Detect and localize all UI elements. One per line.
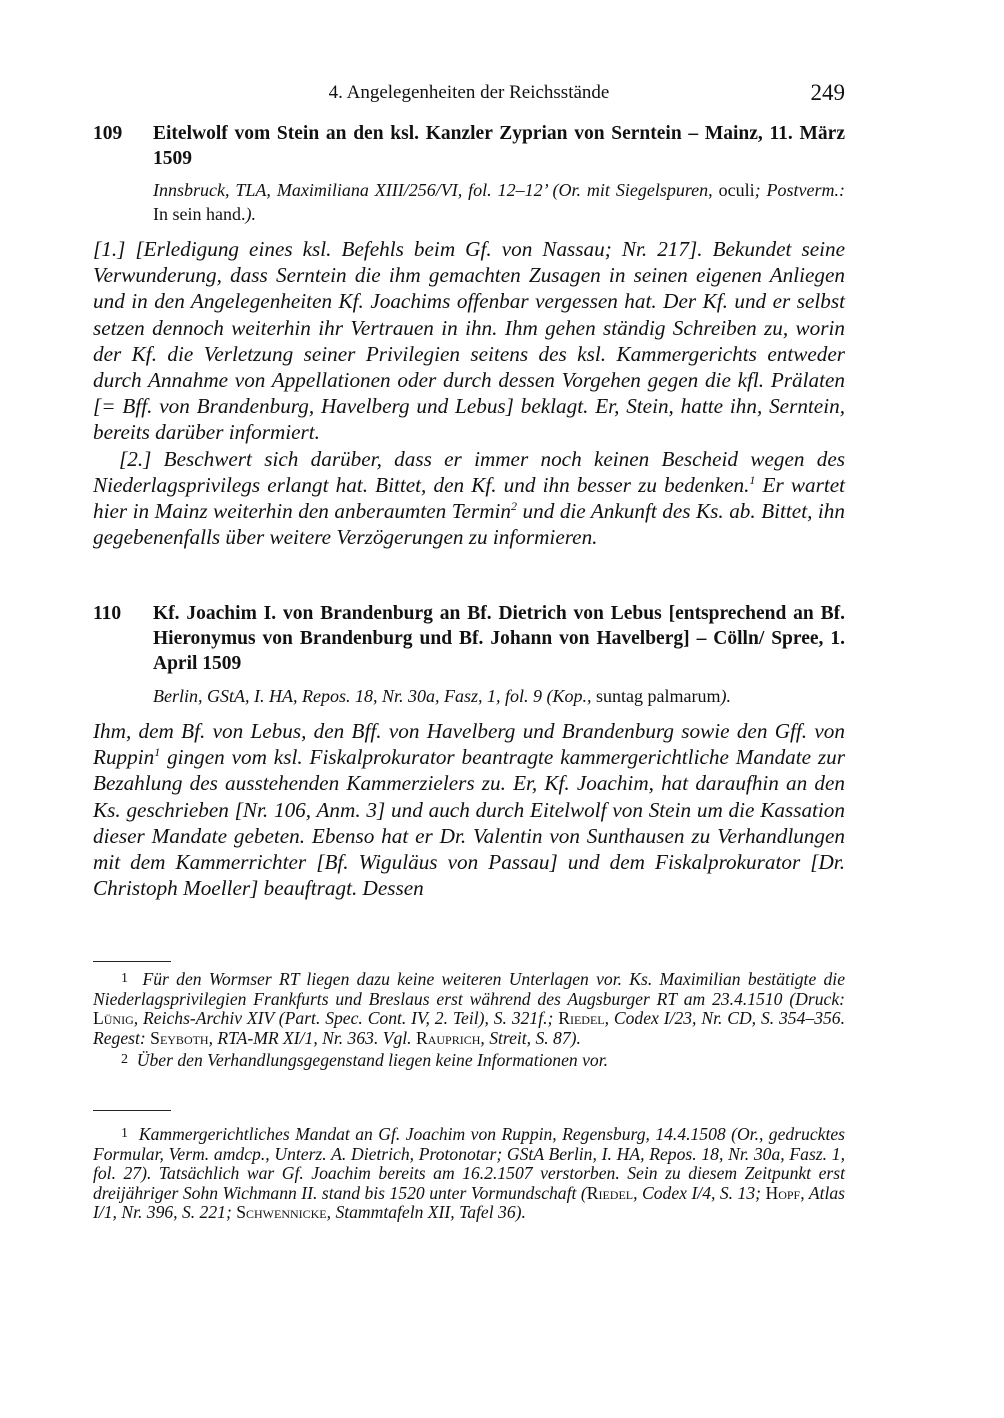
source-citation: Berlin, GStA, I. HA, Repos. 18, Nr. 30a, Fasz, 1, fol. 9 (Kop., suntag palmarum). bbox=[153, 686, 731, 706]
document-110 bbox=[93, 601, 845, 708]
footnote-1: 1 Kammergerichtliches Mandat an Gf. Joachim von Ruppin, Regensburg, 14.4.1508 (Or., gedrucktes Formular, Verm. amdcp., Unterz. A. Dietrich, Protonotar; GStA Berlin, I. HA, Repos. 18, Nr. 30a, Fasz. 1, fol. 27). Tatsächlich war Gf. Joachim bereits am 16.2.1507 verstorben. Sein zu diesem Zeitpunkt erst dreijähriger Sohn Wichmann II. stand bis 1520 unter Vormundschaft (Riedel, Codex I/4, S. 13; Hopf, Atlas I/1, Nr. 396, S. 221; Schwennicke, Stammtafeln XII, Tafel 36). bbox=[93, 1124, 846, 1223]
document-110-heading bbox=[93, 601, 845, 676]
document-number: 109 bbox=[93, 123, 123, 144]
paragraph-2: [2.] Beschwert sich darüber, dass er immer noch keinen Bescheid wegen des Niederlagsprivilegs erlangt hat. Bittet, den Kf. und ihn besser zu bedenken.$^1$ Er wartet hier in Mainz weiterhin den anberaumten Termin$^2$ und die Ankunft des Ks. ab. Bittet, ihn gegebenenfalls über weitere Verzögerungen zu informieren. bbox=[93, 446, 845, 550]
running-head bbox=[93, 80, 845, 106]
footnote-ref: 2 bbox=[511, 498, 517, 513]
paragraph-1: [1.] [Erledigung eines ksl. Befehls beim Gf. von Nassau; Nr. 217]. Bekundet seine Verwunderung, dass Serntein die ihm gemachten Zusagen in seinen eigenen Anliegen und in den Angelegenheiten Kf. Joachims offenbar vergessen hat. Der Kf. und er selbst setzen dennoch weiterhin ihr Vertrauen in ihn. Ihm gehen ständig Schreiben zu, worin der Kf. die Verletzung seiner Privilegien seitens des ksl. Kammergerichts entweder durch Annahme von Appellationen oder durch dessen Vorgehen gegen die kfl. Prälaten [= Bff. von Brandenburg, Havelberg und Lebus] beklagt. Er, Stein, hatte ihn, Serntein, bereits darüber informiert. bbox=[93, 237, 845, 445]
footnote-ref: 1 bbox=[154, 745, 161, 760]
footnote-2: 2 Über den Verhandlungsgegenstand liegen keine Informationen vor. bbox=[121, 1050, 608, 1071]
source-citation: Innsbruck, TLA, Maximiliana XIII/256/VI, fol. 12–12’ (Or. mit Siegelspuren, oculi; Postverm.: In sein hand.). bbox=[153, 180, 846, 224]
running-head-title: 4. Angelegenheiten der Reichsstände bbox=[328, 82, 610, 103]
document-109-heading bbox=[93, 121, 845, 171]
page-number: 249 bbox=[810, 80, 845, 105]
footnote-1: 1 Für den Wormser RT liegen dazu keine weiteren Unterlagen vor. Ks. Maximilian bestätigte die Niederlagsprivilegien Frankfurts und Breslaus erst während des Augsburger RT am 23.4.1510 (Druck: Lünig, Reichs-Archiv XIV (Part. Spec. Cont. IV, 2. Teil), S. 321f.; Riedel, Codex I/23, Nr. CD, S. 354–356. Regest: Seyboth, RTA-MR XI/1, Nr. 363. Vgl. Rauprich, Streit, S. 87). bbox=[93, 969, 846, 1048]
document-number: 110 bbox=[93, 603, 122, 624]
footnote-ref: 1 bbox=[749, 472, 756, 487]
paragraph-1: Ihm, dem Bf. von Lebus, den Bff. von Havelberg und Brandenburg sowie den Gff. von Ruppin$^1$ gingen vom ksl. Fiskalprokurator beantragte kammergerichtliche Mandate zur Bezahlung des ausstehenden Kammerzielers zu. Er, Kf. Joachim, hat daraufhin an den Ks. geschrieben [Nr. 106, Anm. 3] und auch durch Eitelwolf von Stein um die Kassation dieser Mandate gebeten. Ebenso hat er Dr. Valentin von Sunthausen zu Verhandlungen mit dem Kammerrichter [Bf. Wiguläus von Passau] und dem Fiskalprokurator [Dr. Christoph Moeller] beauftragt. Dessen bbox=[93, 719, 845, 901]
footnotes-document-109 bbox=[93, 961, 845, 1071]
footnotes-document-110 bbox=[93, 1110, 845, 1223]
document-title: Kf. Joachim I. von Brandenburg an Bf. Dietrich von Lebus [entsprechend an Bf. Hieronymus von Brandenburg und Bf. Johann von Havelberg] – Cölln/ Spree, 1. April 1509 bbox=[153, 603, 845, 674]
document-110-body bbox=[93, 718, 845, 901]
document-title: Eitelwolf vom Stein an den ksl. Kanzler Zyprian von Serntein – Mainz, 11. März 1509 bbox=[153, 123, 845, 169]
document-109-body bbox=[93, 236, 845, 550]
document-109 bbox=[93, 121, 845, 226]
